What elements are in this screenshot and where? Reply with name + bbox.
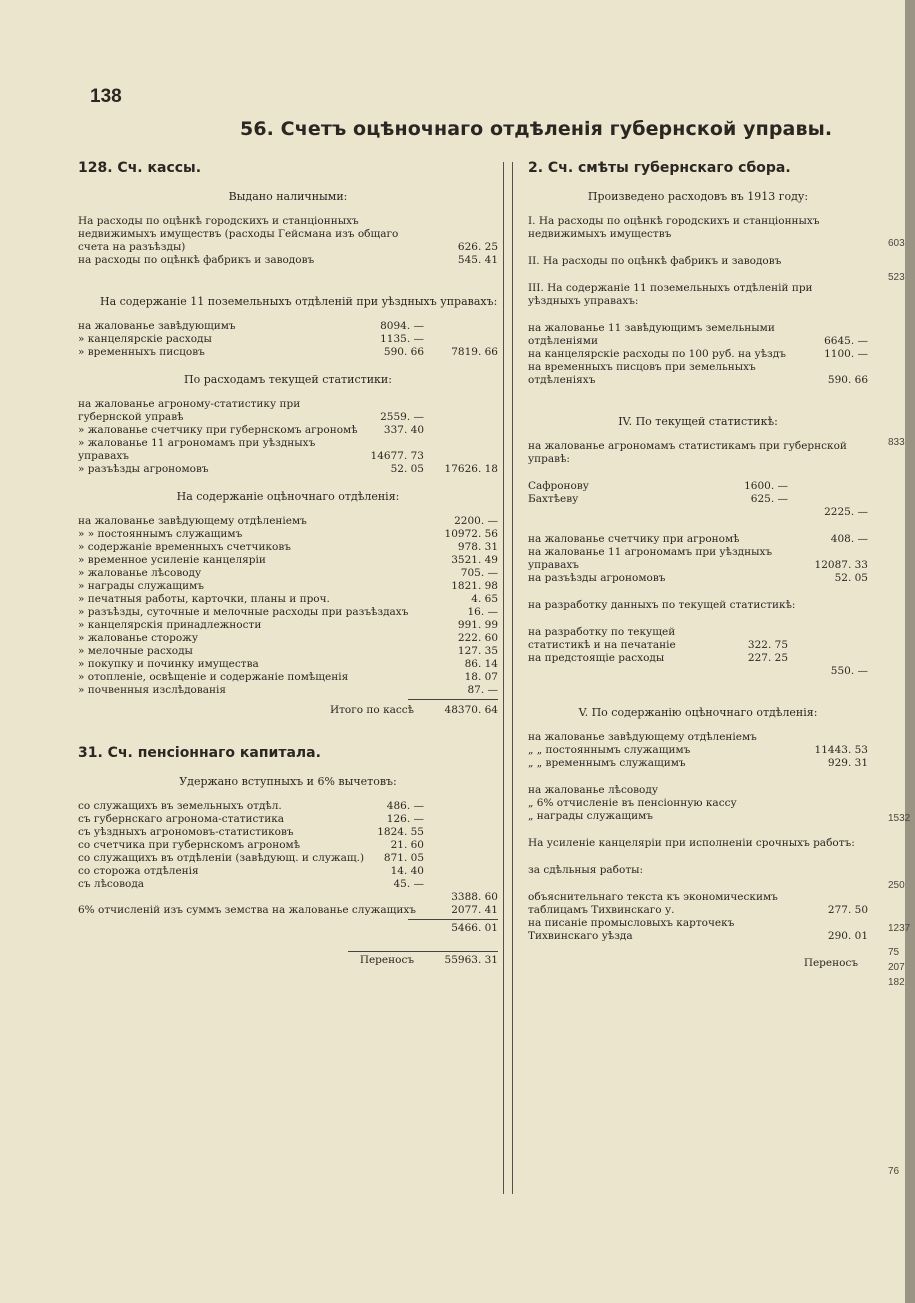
entry-value: 590. 66: [827, 374, 868, 386]
list-item: [78, 632, 498, 645]
entry-text: объяснительнаго текста къ экономическимъ таблицамъ Тихвинскаго у.: [528, 891, 778, 916]
entry-value: 45. —: [393, 878, 424, 890]
entry-text: » почвенныя изслѣдованія: [78, 684, 227, 696]
entry-text: » жалованье счетчику при губернскомъ агрономѣ: [78, 424, 358, 436]
entry-text: на жалованье завѣдующимъ: [78, 320, 236, 332]
section-pension-title: 31. Сч. пенсіоннаго капитала.: [78, 745, 321, 761]
section-sub: На содержаніе 11 поземельныхъ отдѣленій при уѣздныхъ управахъ:: [100, 295, 498, 308]
entry-value: 8094. —: [380, 320, 424, 332]
entry-value: 52. 05: [834, 572, 868, 584]
entry-text: „ 6% отчисленіе въ пенсіонную кассу: [528, 797, 737, 809]
pension-list: [78, 800, 498, 891]
section-sub: V. По содержанію оцѣночнаго отдѣленія:: [578, 706, 818, 719]
section-sub: Произведено расходовъ въ 1913 году:: [587, 190, 809, 203]
list-item: [78, 684, 498, 697]
entry-text: на предстоящіе расходы: [528, 652, 665, 664]
pension-sum: 5466. 01: [451, 922, 498, 934]
edge-number: 1532: [888, 813, 911, 824]
section-sub: Выдано наличными:: [228, 190, 348, 203]
entry-text: Сафронову: [528, 480, 589, 492]
entry-text: Бахтѣеву: [528, 493, 579, 505]
entry-text: на жалованье завѣдующему отдѣленіемъ: [528, 731, 757, 743]
list-item: [78, 554, 498, 567]
list-item: [78, 865, 498, 878]
section-sub: Удержано вступныхъ и 6% вычетовъ:: [179, 775, 397, 788]
section-sub: На содержаніе оцѣночнаго отдѣленія:: [176, 490, 400, 503]
entry-value: 127. 35: [457, 645, 498, 657]
entry-value: 11443. 53: [814, 744, 868, 756]
entry-text: на жалованье 11 агрономамъ при уѣздныхъ управахъ: [528, 546, 773, 571]
entry-value: 16. —: [467, 606, 498, 618]
entry-value: 991. 99: [457, 619, 498, 631]
entry-text: „ „ постояннымъ служащимъ: [528, 744, 691, 756]
edge-number: 207: [888, 962, 905, 973]
entry-text: со счетчика при губернскомъ агрономѣ: [78, 839, 301, 851]
entry-text: на жалованье 11 завѣдующимъ земельными отдѣленіями: [528, 322, 775, 347]
list-item: [78, 541, 498, 554]
edge-number: 250: [888, 880, 905, 891]
entry-value: 3521. 49: [451, 554, 498, 566]
entry-value: 290. 01: [827, 930, 868, 942]
entry-value: 4. 65: [471, 593, 498, 605]
entry-total: 17626. 18: [444, 463, 498, 475]
entry-value: 625. —: [750, 493, 788, 505]
entry-text: » канцелярскіе расходы: [78, 333, 212, 345]
entry-text: » отопленіе, освѣщеніе и содержаніе помѣщенія: [78, 671, 349, 683]
entry-value: 590. 66: [383, 346, 424, 358]
entry-text: » разъѣзды агрономовъ: [78, 463, 209, 475]
entry-text: I. На расходы по оцѣнкѣ городскихъ и станціонныхъ недвижимыхъ имуществъ: [528, 215, 820, 240]
total-value: 48370. 64: [444, 704, 498, 716]
page-number: 138: [90, 86, 122, 107]
entry-text: съ губернскаго агронома-статистика: [78, 813, 285, 825]
entry-value: 545. 41: [457, 254, 498, 266]
entry-text: на жалованье агроному-статистику при губернской управѣ: [78, 398, 301, 423]
section-sub: IV. По текущей статистикѣ:: [618, 415, 778, 428]
entry-text: на разработку данныхъ по текущей статистикѣ:: [528, 599, 796, 611]
entry-value: 52. 05: [390, 463, 424, 475]
page-title: 56. Счетъ оцѣночнаго отдѣленія губернской управы.: [240, 118, 833, 140]
entry-value: 14. 40: [390, 865, 424, 877]
entry-text: » временное усиленіе канцеляріи: [78, 554, 266, 566]
total-label: Итого по кассѣ: [329, 704, 414, 716]
entry-value: 87. —: [467, 684, 498, 696]
entry-text: съ лѣсовода: [78, 878, 145, 890]
entry-total: 7819. 66: [451, 346, 498, 358]
list-item: [78, 593, 498, 606]
edge-number: 833: [888, 437, 905, 448]
entry-value: 12087. 33: [814, 559, 868, 571]
entry-text: » жалованье лѣсоводу: [78, 567, 202, 579]
entry-value: 1100. —: [824, 348, 868, 360]
entry-value: 2200. —: [454, 515, 498, 527]
entry-text: со сторожа отдѣленія: [78, 865, 199, 877]
entry-text: II. На расходы по оцѣнкѣ фабрикъ и заводовъ: [528, 255, 782, 267]
entry-value: 21. 60: [390, 839, 424, 851]
right-column: [528, 160, 868, 970]
entry-text: на канцелярскіе расходы по 100 руб. на уѣздъ: [528, 348, 786, 360]
list-item: [78, 567, 498, 580]
entry-text: на жалованье агрономамъ статистикамъ при губернской управѣ:: [528, 440, 847, 465]
list-item: [78, 580, 498, 593]
list-item: [78, 671, 498, 684]
list-item: [78, 839, 498, 852]
entry-text: со служащихъ въ земельныхъ отдѣл.: [78, 800, 282, 812]
entry-text: за сдѣльныя работы:: [528, 864, 644, 876]
edge-number: 182: [888, 977, 905, 988]
entry-text: На расходы по оцѣнкѣ городскихъ и станціонныхъ недвижимыхъ имуществъ (расходы Гейсмана изъ общаго счета на разъѣзды): [78, 215, 399, 253]
entry-text: съ уѣздныхъ агрономовъ-статистиковъ: [78, 826, 294, 838]
entry-text: » награды служащимъ: [78, 580, 204, 592]
entry-total: 2225. —: [824, 506, 868, 518]
entry-text: » канцелярскія принадлежности: [78, 619, 262, 631]
edge-number: 75: [888, 947, 900, 958]
edge-number: 523: [888, 272, 905, 283]
list-item: [78, 528, 498, 541]
entry-text: со служащихъ въ отдѣленіи (завѣдующ. и служащ.): [78, 852, 365, 864]
entry-text: на жалованье счетчику при агрономѣ: [528, 533, 740, 545]
entry-value: 10972. 56: [444, 528, 498, 540]
list-item: [78, 813, 498, 826]
pension-total: 3388. 60: [451, 891, 498, 903]
entry-value: 227. 25: [747, 652, 788, 664]
left-column: [78, 160, 498, 967]
office-expenses-list: [78, 515, 498, 697]
entry-text: на разработку по текущей статистикѣ и на печатаніе: [528, 626, 676, 651]
entry-text: на разъѣзды агрономовъ: [528, 572, 666, 584]
entry-value: 929. 31: [827, 757, 868, 769]
entry-value: 1135. —: [380, 333, 424, 345]
entry-value: 6645. —: [824, 335, 868, 347]
entry-text: „ „ временнымъ служащимъ: [528, 757, 686, 769]
entry-value: 2077. 41: [451, 904, 498, 916]
entry-text: » покупку и починку имущества: [78, 658, 259, 670]
section-cash-title: 128. Сч. кассы.: [78, 160, 202, 176]
column-divider-secondary: [512, 162, 513, 1194]
entry-value: 1600. —: [744, 480, 788, 492]
list-item: [78, 852, 498, 865]
entry-text: 6% отчисленій изъ суммъ земства на жалованье служащихъ: [78, 904, 416, 916]
section-budget-title: 2. Сч. смѣты губернскаго сбора.: [528, 160, 791, 176]
entry-text: „ награды служащимъ: [528, 810, 653, 822]
entry-text: На усиленіе канцеляріи при исполненіи срочныхъ работъ:: [528, 837, 855, 849]
edge-number: 603: [888, 238, 905, 249]
entry-value: 322. 75: [747, 639, 788, 651]
entry-total: 550. —: [830, 665, 868, 677]
entry-value: 18. 07: [464, 671, 498, 683]
entry-text: на расходы по оцѣнкѣ фабрикъ и заводовъ: [78, 254, 315, 266]
entry-value: 486. —: [386, 800, 424, 812]
entry-text: » печатныя работы, карточки, планы и проч.: [78, 593, 330, 605]
edge-number: 1237: [888, 923, 911, 934]
list-item: [78, 878, 498, 891]
entry-text: » мелочные расходы: [78, 645, 193, 657]
carry-label: Переносъ: [803, 957, 858, 969]
column-divider: [503, 162, 504, 1194]
list-item: [78, 645, 498, 658]
entry-value: 978. 31: [457, 541, 498, 553]
entry-value: 2559. —: [380, 411, 424, 423]
entry-value: 408. —: [830, 533, 868, 545]
list-item: [78, 619, 498, 632]
entry-text: » жалованье 11 агрономамъ при уѣздныхъ управахъ: [78, 437, 316, 462]
entry-text: на жалованье завѣдующему отдѣленіемъ: [78, 515, 307, 527]
entry-text: » » постояннымъ служащимъ: [78, 528, 243, 540]
entry-value: 705. —: [460, 567, 498, 579]
list-item: [78, 658, 498, 671]
edge-number: 76: [888, 1166, 900, 1177]
entry-value: 126. —: [386, 813, 424, 825]
entry-text: » содержаніе временныхъ счетчиковъ: [78, 541, 291, 553]
carry-value: 55963. 31: [444, 954, 498, 966]
list-item: [78, 606, 498, 619]
entry-text: » жалованье сторожу: [78, 632, 199, 644]
entry-text: III. На содержаніе 11 поземельныхъ отдѣленій при уѣздныхъ управахъ:: [528, 282, 813, 307]
entry-value: 86. 14: [464, 658, 498, 670]
carry-label: Переносъ: [359, 954, 414, 966]
list-item: [78, 800, 498, 813]
entry-value: 14677. 73: [370, 450, 424, 462]
section-sub: По расходамъ текущей статистики:: [184, 373, 392, 386]
entry-value: 1824. 55: [377, 826, 424, 838]
entry-value: 871. 05: [383, 852, 424, 864]
entry-text: » временныхъ писцовъ: [78, 346, 205, 358]
entry-value: 626. 25: [457, 241, 498, 253]
entry-text: на писаніе промысловыхъ карточекъ Тихвинскаго уѣзда: [528, 917, 735, 942]
entry-value: 1821. 98: [451, 580, 498, 592]
entry-text: на временныхъ писцовъ при земельныхъ отдѣленіяхъ: [528, 361, 756, 386]
page-edge: [905, 0, 915, 1303]
list-item: [78, 826, 498, 839]
list-item: [78, 515, 498, 528]
entry-text: » разъѣзды, суточные и мелочные расходы при разъѣздахъ: [78, 606, 409, 618]
entry-text: на жалованье лѣсоводу: [528, 784, 659, 796]
entry-value: 337. 40: [383, 424, 424, 436]
entry-value: 277. 50: [827, 904, 868, 916]
entry-value: 222. 60: [457, 632, 498, 644]
